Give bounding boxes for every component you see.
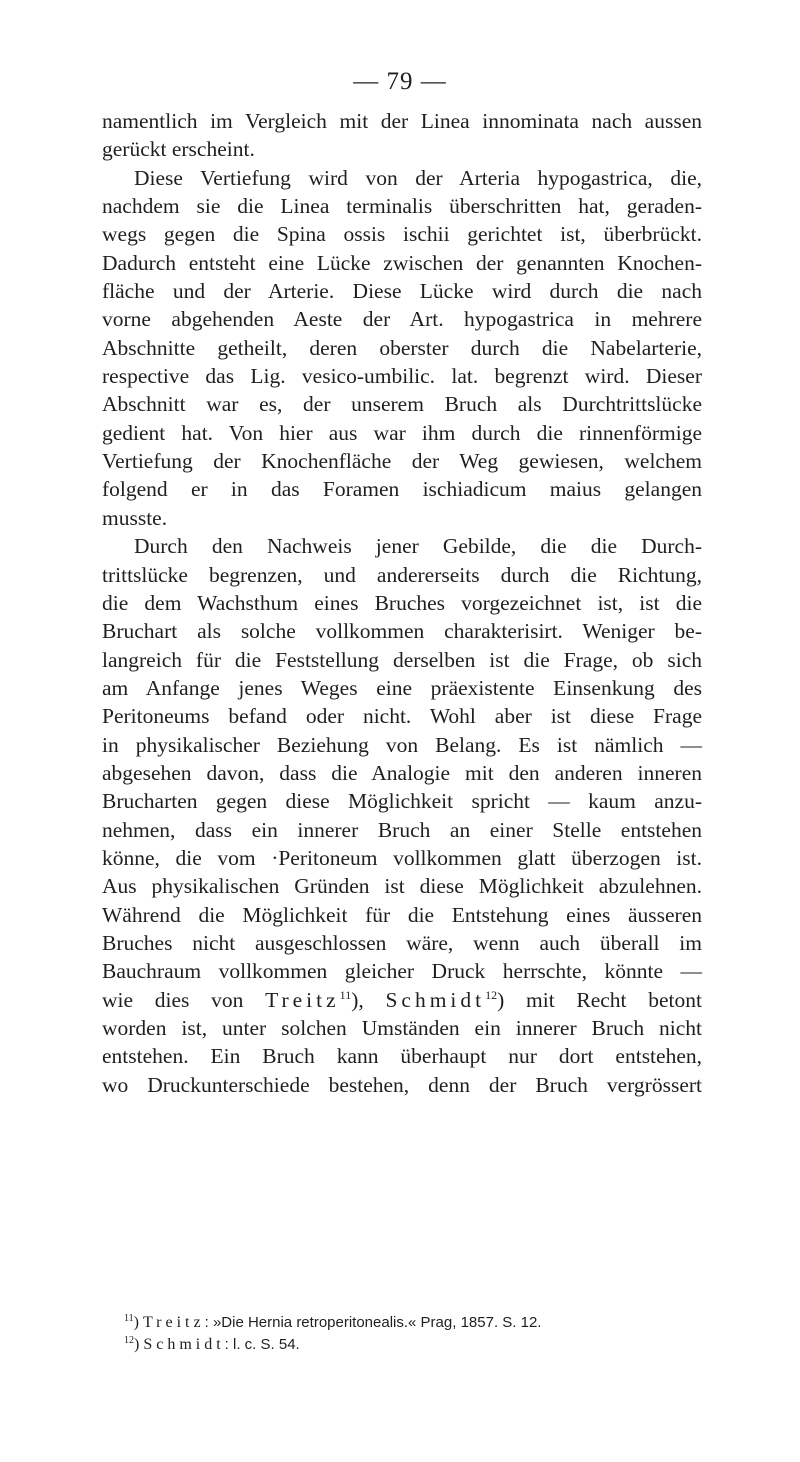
text-line: Bruches nicht ausgeschlossen wäre, wenn auch überall im: [102, 930, 702, 955]
text-line: namentlich im Vergleich mit der Linea innominata nach aussen: [102, 109, 702, 133]
text-line: gerückt erscheint.: [102, 137, 255, 162]
text-fragment: wie dies von: [102, 987, 266, 1012]
text-line: die dem Wachsthum eines Bruches vorgezeichnet ist, ist die: [102, 590, 702, 615]
footnote-number: 11: [124, 1313, 134, 1324]
text-line: Diese Vertiefung wird von der Arteria hypogastrica, die,: [134, 165, 702, 190]
footnote: $^{12}$) Schmidt: l. c. S. 54.: [124, 1335, 300, 1353]
text-line: entstehen. Ein Bruch kann überhaupt nur dort entstehen,: [102, 1044, 702, 1069]
text-line: vorne abgehenden Aeste der Art. hypogastrica in mehrere: [102, 307, 702, 332]
text-line: abgesehen davon, dass die Analogie mit den anderen inneren: [102, 760, 702, 785]
text-line: in physikalischer Beziehung von Belang. Es ist nämlich —: [102, 732, 702, 757]
text-line: nachdem sie die Linea terminalis überschritten hat, geraden-: [102, 194, 702, 219]
text-line: respective das Lig. vesico-umbilic. lat. begrenzt wird. Dieser: [102, 364, 702, 389]
text-line: langreich für die Feststellung derselben ist die Frage, ob sich: [102, 647, 702, 672]
text-line: Bruchart als solche vollkommen charakterisirt. Weniger be-: [102, 619, 702, 644]
text-line: am Anfange jenes Weges eine präexistente Einsenkung des: [102, 675, 702, 700]
text-line: fläche und der Arterie. Diese Lücke wird durch die nach: [102, 279, 702, 304]
text-line-with-references: [102, 986, 702, 1014]
author-name: Schmidt: [385, 987, 486, 1012]
text-line: könne, die vom ·Peritoneum vollkommen glatt überzogen ist.: [102, 845, 702, 870]
text-line: Abschnitte getheilt, deren oberster durch die Nabelarterie,: [102, 335, 702, 360]
text-line: Bauchraum vollkommen gleicher Druck herrschte, könnte —: [102, 959, 702, 984]
text-fragment: ),: [351, 987, 386, 1012]
footnote-reference: 11: [339, 987, 352, 1002]
text-line: Brucharten gegen diese Möglichkeit spricht — kaum anzu-: [102, 789, 702, 814]
text-fragment: ) mit Recht betont: [497, 987, 702, 1012]
text-line: nehmen, dass ein innerer Bruch an einer Stelle entstehen: [102, 817, 702, 842]
footnote-text: : »Die Hernia retroperitonealis.« Prag, 1857. S. 12.: [204, 1314, 542, 1331]
text-line: Während die Möglichkeit für die Entstehung eines äusseren: [102, 902, 702, 927]
footnotes: [102, 1312, 702, 1356]
footnote-text: : l. c. S. 54.: [224, 1336, 300, 1353]
text-line: Durch den Nachweis jener Gebilde, die die Durch-: [134, 534, 702, 559]
footnote-author: Schmidt: [143, 1336, 225, 1353]
text-line: worden ist, unter solchen Umständen ein innerer Bruch nicht: [102, 1016, 702, 1040]
text-line: Abschnitt war es, der unserem Bruch als Durchtrittslücke: [102, 392, 702, 417]
body-text: [102, 107, 702, 1099]
text-line: trittslücke begrenzen, und andererseits durch die Richtung,: [102, 562, 702, 587]
footnote: $^{11}$) Treitz: »Die Hernia retroperitonealis.« Prag, 1857. S. 12.: [124, 1313, 542, 1331]
page-number: — 79 —: [353, 68, 447, 95]
text-line: Aus physikalischen Gründen ist diese Möglichkeit abzulehnen.: [102, 874, 702, 899]
text-line: gedient hat. Von hier aus war ihm durch die rinnenförmige: [102, 420, 702, 445]
text-line: wegs gegen die Spina ossis ischii gerichtet ist, überbrückt.: [102, 222, 702, 247]
text-line: Peritoneums befand oder nicht. Wohl aber ist diese Frage: [102, 704, 702, 729]
text-line: musste.: [102, 505, 168, 530]
footnote-number: 12: [124, 1335, 134, 1346]
author-name: Treitz: [265, 987, 340, 1012]
text-line: Dadurch entsteht eine Lücke zwischen der genannten Knochen-: [102, 250, 702, 275]
footnote-reference: 12: [485, 987, 498, 1002]
footnote-author: Treitz: [142, 1314, 205, 1331]
text-line: wo Druckunterschiede bestehen, denn der Bruch vergrössert: [102, 1072, 702, 1097]
text-line: folgend er in das Foramen ischiadicum maius gelangen: [102, 477, 702, 502]
text-line: Vertiefung der Knochenfläche der Weg gewiesen, welchem: [102, 449, 702, 474]
